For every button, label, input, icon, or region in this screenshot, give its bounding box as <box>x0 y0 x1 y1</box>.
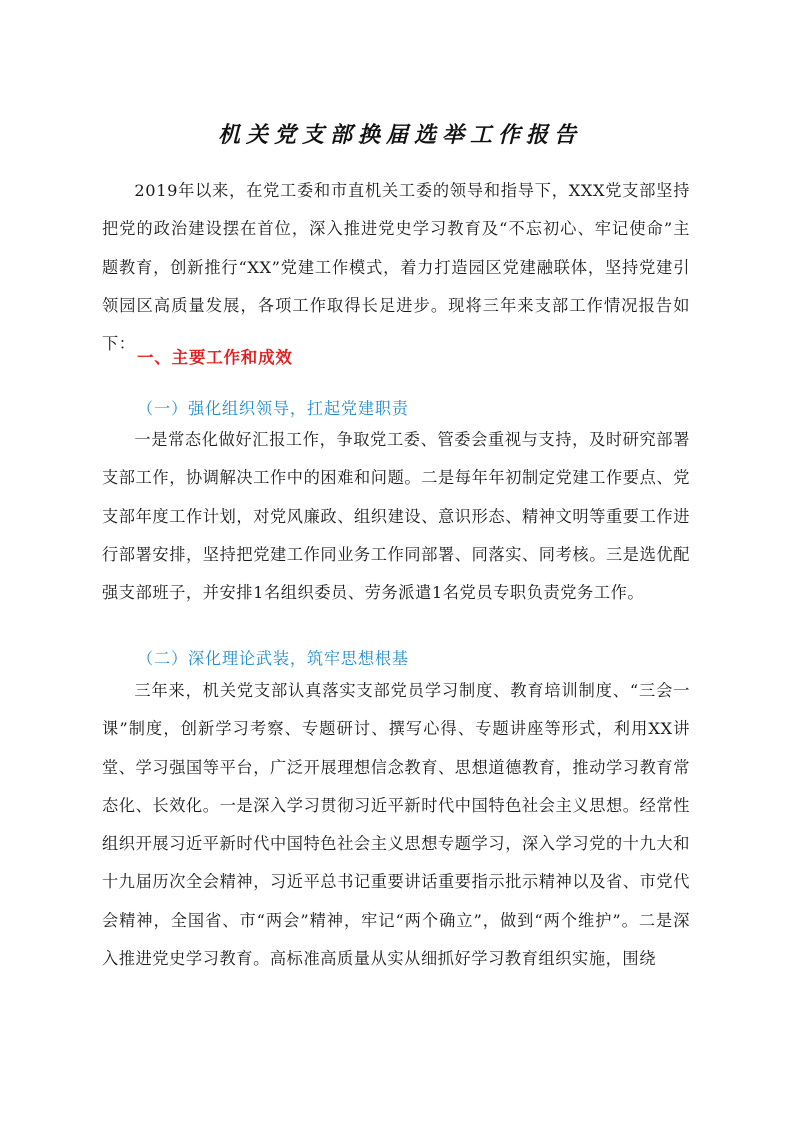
subsection-heading-1: （一）强化组织领导，扛起党建职责 <box>137 399 409 418</box>
document-title: 机关党支部换届选举工作报告 <box>217 122 582 148</box>
subsection-body-1: 一是常态化做好汇报工作，争取党工委、管委会重视与支持，及时研究部署支部工作，协调解决工作中的困难和问题。二是每年年初制定党建工作要点、党支部年度工作计划，对党风廉政、组织建设、意识形态、精神文明等重要工作进行部署安排，坚持把党建工作同业务工作同部署、同落实、同考核。三是选优配强支部班子，并安排1名组织委员、劳务派遣1名党员专职负责党务工作。 <box>102 430 690 603</box>
subsection-body-2: 三年来，机关党支部认真落实支部党员学习制度、教育培训制度、“三会一课”制度，创新学习考察、专题研讨、撰写心得、专题讲座等形式，利用XX讲堂、学习强国等平台，广泛开展理想信念教育、思想道德教育，推动学习教育常态化、长效化。一是深入学习贯彻习近平新时代中国特色社会主义思想。经常性组织开展习近平新时代中国特色社会主义思想专题学习，深入学习党的十九大和十九届历次全会精神，习近平总书记重要讲话重要指示批示精神以及省、市党代会精神，全国省、市“两会”精神，牢记“两个确立”，做到“两个维护”。二是深入推进党史学习教育。高标准高质量从实从细抓好学习教育组织实施，围绕 <box>102 681 690 969</box>
section-heading: 一、主要工作和成效 <box>137 348 293 367</box>
intro-paragraph: 2019年以来，在党工委和市直机关工委的领导和指导下，XXX党支部坚持把党的政治建设摆在首位，深入推进党史学习教育及“不忘初心、牢记使命”主题教育，创新推行“XX”党建工作模式，着力打造园区党建融联体，坚持党建引领园区高质量发展，各项工作取得长足进步。现将三年来支部工作情况报告如下： <box>102 181 690 354</box>
subsection-heading-2: （二）深化理论武装，筑牢思想根基 <box>137 649 409 668</box>
